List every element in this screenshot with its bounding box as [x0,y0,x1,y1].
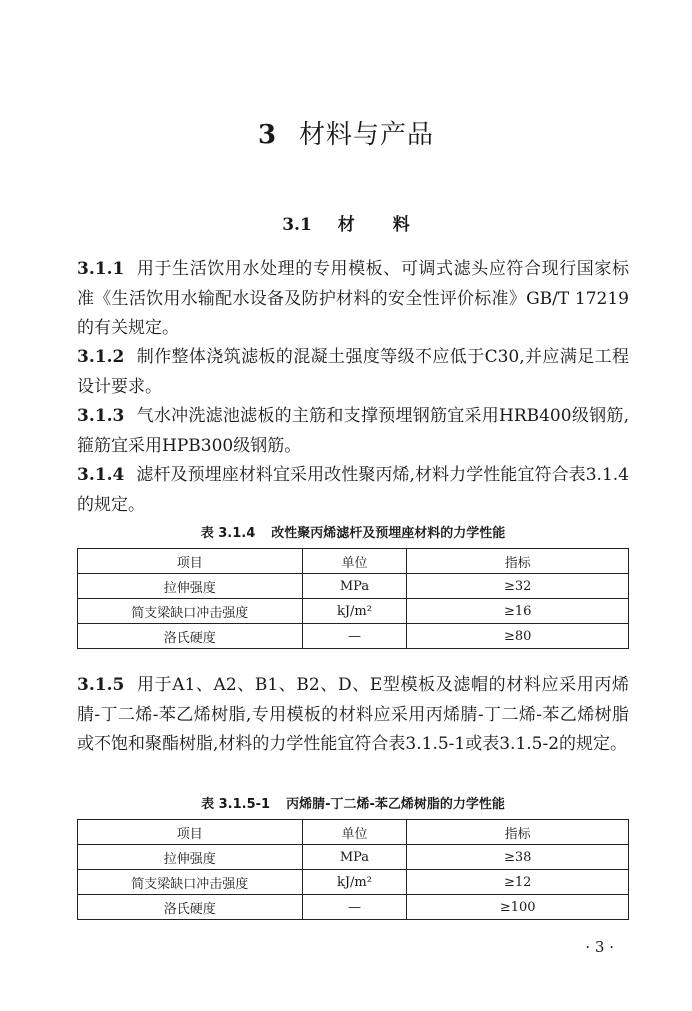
table-cell: — [302,895,407,920]
table-row [78,599,629,624]
table-cell: ≥38 [407,845,629,870]
header-cell: 项目 [78,549,303,574]
header-cell: 单位 [302,549,407,574]
chapter-title-text: 材料与产品 [299,120,435,150]
table-cell: kJ/m² [302,599,407,624]
table-3-1-5-1 [77,819,629,920]
section-title-part1: 材 [337,215,355,235]
table-row [78,624,629,649]
clause-text: 用于生活饮用水处理的专用模板、可调式滤头应符合现行国家标准《生活饮用水输配水设备及防护材料的安全性评价标准》GB/T 17219的有关规定。 [77,259,629,338]
clause-number: 3.1.1 [77,259,125,279]
clause-number: 3.1.3 [77,406,125,426]
page-number: · 3 · [585,938,614,956]
table-cell: — [302,624,407,649]
table-caption-number: 表 3.1.4 [200,526,256,541]
table-row [78,870,629,895]
table-caption-number: 表 3.1.5-1 [201,797,271,812]
clause-number: 3.1.2 [77,347,125,367]
table-caption [77,522,629,541]
table-cell: MPa [302,574,407,599]
header-cell: 指标 [407,549,629,574]
table-cell: 简支梁缺口冲击强度 [78,599,303,624]
table-cell: ≥12 [407,870,629,895]
table-cell: MPa [302,845,407,870]
clause-3-1-3 [77,402,629,461]
table-cell: ≥16 [407,599,629,624]
table-cell: kJ/m² [302,870,407,895]
table-caption [77,793,629,812]
header-cell: 单位 [302,820,407,845]
table-row [78,574,629,599]
section-title [0,210,692,235]
clause-3-1-5 [77,671,629,760]
table-row [78,845,629,870]
clause-number: 3.1.5 [77,675,125,695]
table-caption-text: 丙烯腈-丁二烯-苯乙烯树脂的力学性能 [286,797,505,812]
clause-text: 滤杆及预埋座材料宜采用改性聚丙烯,材料力学性能宜符合表3.1.4的规定。 [77,465,629,515]
section-title-part2: 料 [392,215,410,235]
table-3-1-4 [77,548,629,649]
clause-3-1-2 [77,343,629,402]
clause-3-1-1 [77,255,629,344]
table-header-row [78,820,629,845]
table-row [78,895,629,920]
chapter-title [0,114,692,151]
header-cell: 指标 [407,820,629,845]
table-cell: 简支梁缺口冲击强度 [78,870,303,895]
table-cell: 洛氏硬度 [78,895,303,920]
section-number: 3.1 [282,215,312,235]
table-caption-text: 改性聚丙烯滤杆及预埋座材料的力学性能 [271,526,506,541]
table-cell: ≥100 [407,895,629,920]
header-cell: 项目 [78,820,303,845]
clause-text: 气水冲洗滤池滤板的主筋和支撑预埋钢筋宜采用HRB400级钢筋,箍筋宜采用HPB300级钢筋。 [77,406,629,456]
table-cell: ≥32 [407,574,629,599]
clause-3-1-4 [77,461,629,520]
table-cell: 洛氏硬度 [78,624,303,649]
chapter-number: 3 [257,120,278,150]
table-cell: 拉伸强度 [78,574,303,599]
clause-text: 用于A1、A2、B1、B2、D、E型模板及滤帽的材料应采用丙烯腈-丁二烯-苯乙烯树脂,专用模板的材料应采用丙烯腈-丁二烯-苯乙烯树脂或不饱和聚酯树脂,材料的力学性能宜符合表3.1.5-1或表3.1.5-2的规定。 [77,675,629,754]
table-header-row [78,549,629,574]
table-cell: ≥80 [407,624,629,649]
clause-text: 制作整体浇筑滤板的混凝土强度等级不应低于C30,并应满足工程设计要求。 [77,347,629,397]
table-cell: 拉伸强度 [78,845,303,870]
clause-number: 3.1.4 [77,465,125,485]
